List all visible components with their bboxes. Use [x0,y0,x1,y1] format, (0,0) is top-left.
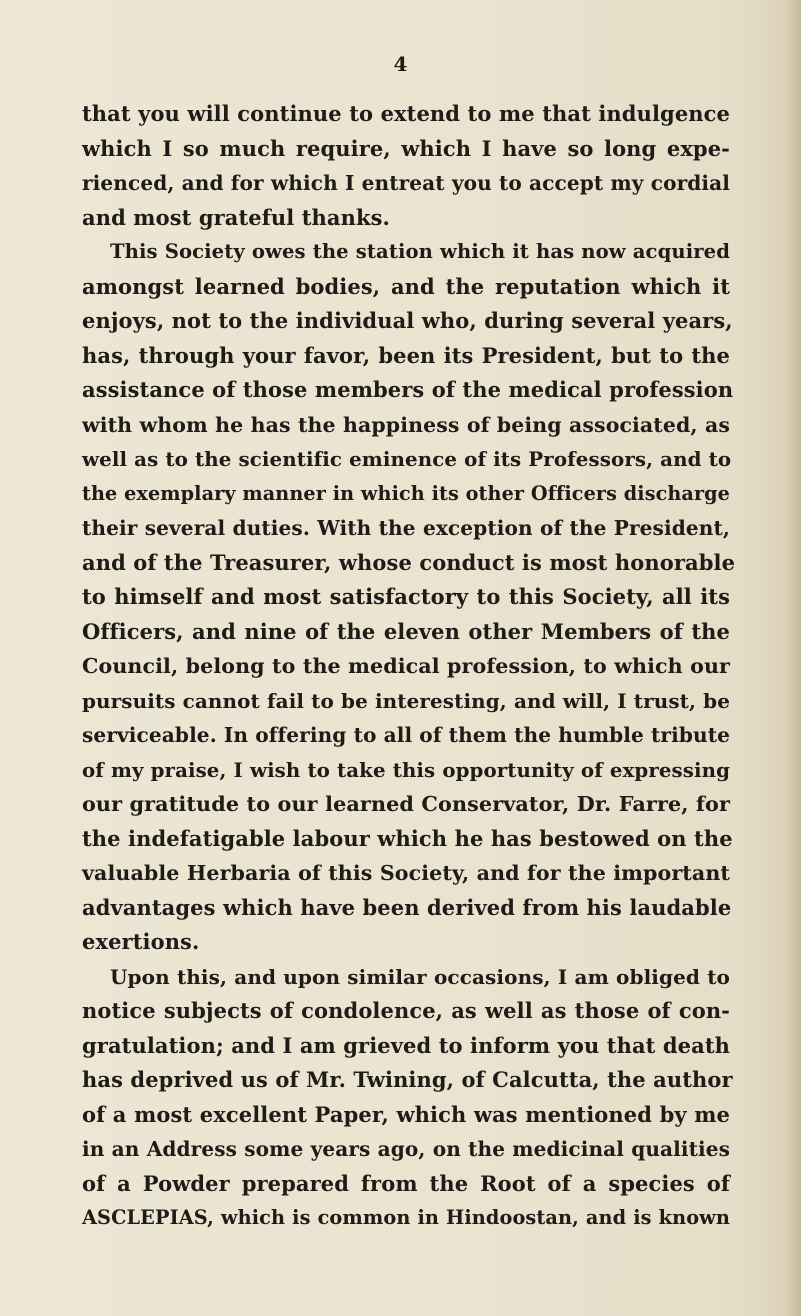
text-line: has deprived us of Mr. Twining, of Calcutta, the author [82,1067,733,1092]
text-line: exertions. [82,929,200,954]
page-edge-shadow [783,0,801,1316]
text-line: of my praise, I wish to take this opportunity of expressing [82,757,730,782]
text-line: to himself and most satisfactory to this Society, all its [82,584,730,609]
text-line: and of the Treasurer, whose conduct is most honorable [82,549,736,575]
text-line: the indefatigable labour which he has bestowed on the [82,825,733,851]
text-line: valuable Herbaria of this Society, and for the important [82,861,730,885]
text-line: of a Powder prepared from the Root of a species of [82,1170,730,1196]
text-line: serviceable. In offering to all of them the humble tribute [82,723,730,747]
text-line: This Society owes the station which it has now acquired [110,240,730,263]
text-line: which I so much require, which I have so long expe- [82,135,730,161]
text-line: ASCLEPIAS, which is common in Hindoostan, and is known [82,1206,730,1229]
text-line: Upon this, and upon similar occasions, I am obliged to [110,964,730,989]
text-line: amongst learned bodies, and the reputation which it [82,273,730,299]
text-line: pursuits cannot fail to be interesting, and will, I trust, be [82,688,730,713]
text-line: advantages which have been derived from his laudable [82,894,732,920]
text-line: assistance of those members of the medical profession [82,377,734,402]
text-line: our gratitude to our learned Conservator, Dr. Farre, for [82,792,730,816]
text-line: has, through your favor, been its President, but to the [82,342,730,368]
text-line: well as to the scientific eminence of its Professors, and to [82,447,732,471]
text-line: and most grateful thanks. [82,204,390,230]
text-line: in an Address some years ago, on the medicinal qualities [82,1137,730,1161]
text-line: Officers, and nine of the eleven other Members of the [82,618,730,644]
text-line: of a most excellent Paper, which was mentioned by me [82,1101,730,1127]
text-line: Council, belong to the medical profession, to which our [82,654,730,678]
text-line: gratulation; and I am grieved to inform you that death [82,1032,731,1058]
text-line: with whom he has the happiness of being associated, as [82,412,730,437]
text-line: enjoys, not to the individual who, during several years, [82,308,733,333]
text-line: that you will continue to extend to me that indulgence [82,101,730,126]
text-line: the exemplary manner in which its other Officers discharge [82,481,730,505]
text-line: their several duties. With the exception of the President, [82,516,730,540]
text-line: rienced, and for which I entreat you to accept my cordial [82,171,730,195]
body-text [82,97,736,1236]
page-number: 4 [393,52,408,76]
text-line: notice subjects of condolence, as well as those of con- [82,998,730,1023]
